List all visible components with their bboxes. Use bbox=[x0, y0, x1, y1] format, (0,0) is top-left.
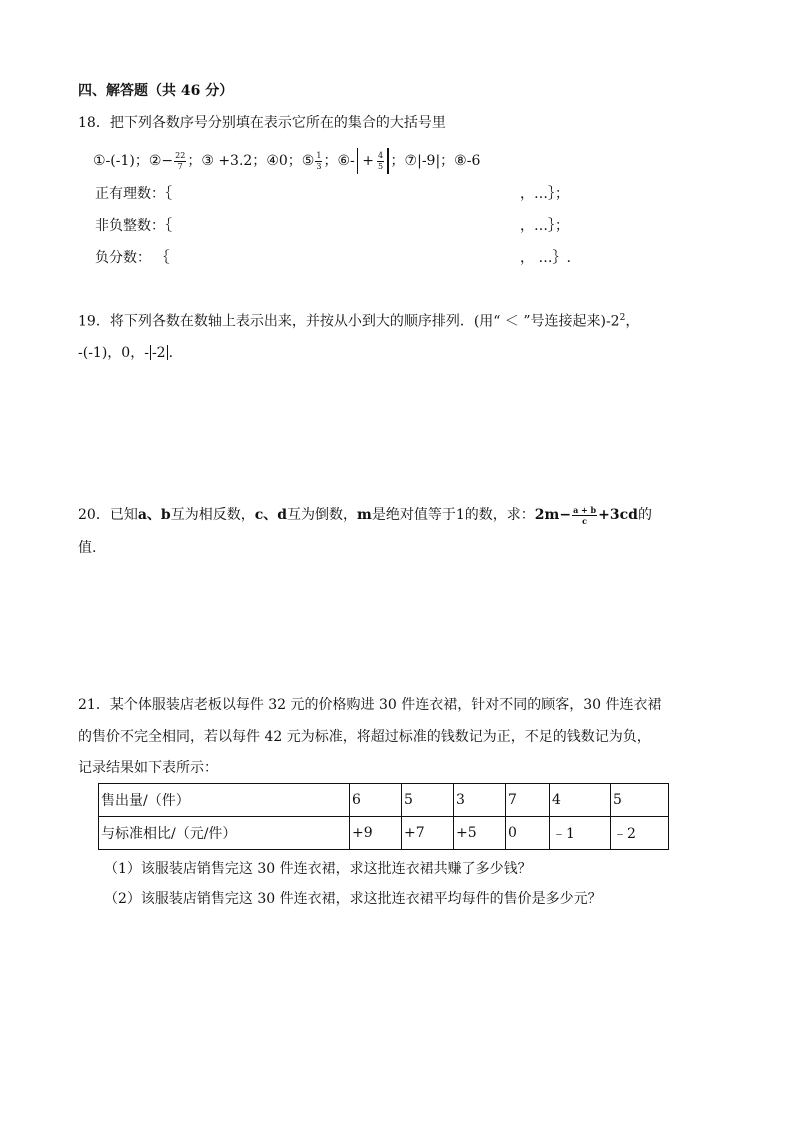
table-cell: 5 bbox=[402, 784, 454, 817]
q18-item-5-prefix: ⑤ bbox=[301, 153, 315, 169]
table-cell: ﹣1 bbox=[550, 817, 611, 850]
table-cell: +7 bbox=[402, 817, 454, 850]
sales-record-table bbox=[98, 783, 669, 850]
section-title: 四、解答题（共 46 分） bbox=[78, 83, 234, 99]
q20-line1 bbox=[78, 503, 652, 527]
q18-item-6-inner-sign: + bbox=[362, 153, 374, 169]
fraction-denominator: 7 bbox=[177, 161, 183, 171]
q18-set-nonnegative-integer-tail: ，…｝； bbox=[520, 218, 569, 234]
q18-prompt: 18．把下列各数序号分别填在表示它所在的集合的大括号里 bbox=[78, 115, 446, 131]
q18-item-2-prefix: ②− bbox=[148, 153, 174, 169]
q18-item-2-fraction bbox=[174, 152, 186, 171]
table-cell: +9 bbox=[350, 817, 402, 850]
q20-text-1: 互为相反数， bbox=[170, 507, 255, 523]
q18-item-5-suffix: ； bbox=[323, 153, 338, 169]
q21-sub2: （2）该服装店销售完这 30 件连衣裙，求这批连衣裙平均每件的售价是多少元？ bbox=[104, 891, 602, 907]
q20-text-2: 互为倒数， bbox=[287, 507, 358, 523]
table-cell: 0 bbox=[506, 817, 550, 850]
absolute-value-bar-right bbox=[387, 148, 389, 174]
q20-fraction bbox=[572, 506, 597, 525]
absolute-value-bar-left bbox=[357, 148, 359, 174]
table-cell: 5 bbox=[611, 784, 669, 817]
q20-text-4: 的数，求： bbox=[464, 507, 535, 523]
q19-line1-end: ， bbox=[625, 313, 640, 330]
q19-line2-inner: -2 bbox=[151, 344, 166, 361]
table-header-cell: 售出量/（件） bbox=[99, 784, 350, 817]
fraction-numerator: 22 bbox=[175, 150, 186, 160]
q18-item-6-prefix: ⑥- bbox=[337, 153, 355, 169]
q20-expr-post: +3cd bbox=[598, 507, 638, 523]
q18-item-3: ③ +3.2； bbox=[201, 153, 267, 169]
table-cell: 7 bbox=[506, 784, 550, 817]
q18-set-negative-fraction-tail: ， …｝. bbox=[520, 250, 571, 266]
absolute-value-bar-left bbox=[150, 345, 151, 360]
q18-item-4: ④0； bbox=[266, 153, 302, 169]
q18-item-8: ⑧-6 bbox=[454, 153, 481, 169]
fraction-numerator: 4 bbox=[377, 150, 384, 160]
q18-item-5-fraction bbox=[315, 152, 322, 171]
table-row bbox=[99, 784, 669, 817]
q20-expr-pre: 2m− bbox=[534, 507, 572, 523]
q21-sub1: （1）该服装店销售完这 30 件连衣裙，求这批连衣裙共赚了多少钱？ bbox=[104, 861, 532, 877]
q20-text-3: 是绝对值等于 bbox=[371, 507, 456, 523]
table-cell: +5 bbox=[454, 817, 506, 850]
q18-item-6-suffix: ； bbox=[390, 153, 405, 169]
fraction-numerator: 1 bbox=[316, 150, 322, 160]
q20-var-ab: a、b bbox=[137, 507, 171, 523]
fraction-denominator: 5 bbox=[377, 161, 384, 171]
table-row bbox=[99, 817, 669, 850]
q20-var-cd: c、d bbox=[254, 507, 288, 523]
q19-text: 19．将下列各数在数轴上表示出来，并按从小到大的顺序排列．(用“ ＜ ”号连接起来)-2 bbox=[78, 313, 620, 330]
q18-item-6-fraction bbox=[377, 152, 384, 171]
absolute-value-bar-right bbox=[167, 345, 168, 360]
table-header-cell: 与标准相比/（元/件） bbox=[99, 817, 350, 850]
q19-line2-end: . bbox=[168, 344, 174, 361]
q18-item-2-suffix: ； bbox=[187, 153, 202, 169]
q19-line2-pre: -(-1)，0，- bbox=[78, 344, 149, 361]
fraction-denominator: c bbox=[582, 515, 588, 526]
q20-line2: 值. bbox=[78, 540, 97, 556]
q21-line2: 的售价不完全相同，若以每件 42 元为标准，将超过标准的钱数记为正，不足的钱数记为负， bbox=[78, 729, 651, 745]
q20-var-m: m bbox=[357, 507, 372, 523]
table-cell: 6 bbox=[350, 784, 402, 817]
q18-set-negative-fraction-label: 负分数： ｛ bbox=[95, 250, 170, 266]
q19-line1 bbox=[78, 314, 639, 329]
q21-line3: 记录结果如下表所示： bbox=[78, 760, 218, 776]
fraction-denominator: 3 bbox=[316, 161, 322, 171]
q18-number-list bbox=[93, 147, 480, 175]
q19-exponent: 2 bbox=[619, 313, 626, 323]
q18-set-nonnegative-integer-label: 非负整数：｛ bbox=[95, 218, 172, 234]
q18-set-positive-rational-tail: ，…｝； bbox=[520, 186, 569, 202]
q21-line1: 21．某个体服装店老板以每件 32 元的价格购进 30 件连衣裙，针对不同的顾客，30 件连衣裙 bbox=[78, 697, 662, 713]
fraction-numerator: a + b bbox=[573, 504, 597, 515]
table-cell: 4 bbox=[550, 784, 611, 817]
table-cell: 3 bbox=[454, 784, 506, 817]
table-cell: ﹣2 bbox=[611, 817, 669, 850]
q18-set-positive-rational-label: 正有理数：｛ bbox=[95, 186, 172, 202]
q20-text-5: 的 bbox=[637, 507, 652, 523]
q18-item-1: ①-(-1)； bbox=[93, 153, 149, 169]
q18-item-7: ⑦|-9|； bbox=[404, 153, 455, 169]
q20-pre: 20．已知 bbox=[78, 507, 138, 523]
q20-one: 1 bbox=[455, 507, 465, 523]
q19-line2 bbox=[78, 345, 173, 360]
